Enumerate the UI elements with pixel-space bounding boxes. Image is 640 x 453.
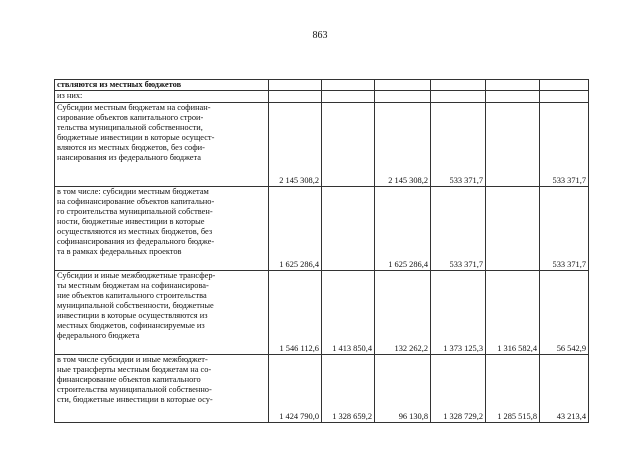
description-line: федерального бюджета (57, 331, 140, 340)
row-description (55, 187, 269, 271)
table-row (55, 91, 589, 103)
description-line: финансирование объектов капитального (57, 375, 201, 384)
row-description (55, 80, 269, 91)
table-row (55, 271, 589, 355)
row-description (55, 103, 269, 187)
description-line: ности, бюджетные инвестиции в которые (57, 217, 205, 226)
description-line: Субсидии местным бюджетам на софинан- (57, 103, 211, 112)
description-line: та в рамках федеральных проектов (57, 247, 182, 256)
value-cell: 1 373 125,3 (431, 271, 486, 355)
value-cell (375, 80, 431, 91)
value-cell: 533 371,7 (540, 187, 589, 271)
description-line: в том числе субсидии и иные межбюджет- (57, 355, 208, 364)
value-cell: 96 130,8 (375, 355, 431, 423)
description-line: в том числе: субсидии местным бюджетам (57, 187, 209, 196)
value-cell (269, 91, 322, 103)
description-line: софинансирования из федерального бюдже- (57, 237, 215, 246)
table-row (55, 355, 589, 423)
description-line: на софинансирование объектов капитально- (57, 197, 215, 206)
value-cell: 1 285 515,8 (486, 355, 540, 423)
value-cell: 533 371,7 (431, 103, 486, 187)
description-line: из них: (57, 91, 83, 100)
value-cell: 1 424 790,0 (269, 355, 322, 423)
description-line: Субсидии и иные межбюджетные трансфер- (57, 271, 216, 280)
row-description (55, 355, 269, 423)
description-line: ние объектов капитального строительства (57, 291, 207, 300)
table-row (55, 103, 589, 187)
value-cell (540, 80, 589, 91)
value-cell (431, 80, 486, 91)
description-line: сти, бюджетные инвестиции в которые осу- (57, 395, 213, 404)
table-body (55, 80, 589, 423)
value-cell (486, 103, 540, 187)
row-description (55, 91, 269, 103)
description-line: го строительства муниципальной собствен- (57, 207, 213, 216)
value-cell (322, 103, 375, 187)
value-cell: 1 328 659,2 (322, 355, 375, 423)
value-cell (322, 91, 375, 103)
value-cell (486, 91, 540, 103)
value-cell (375, 91, 431, 103)
description-line: инвестиции в которые осуществляются из (57, 311, 208, 320)
description-line: вляются из местных бюджетов, без софи- (57, 143, 205, 152)
table-row (55, 187, 589, 271)
value-cell: 1 316 582,4 (486, 271, 540, 355)
description-line: ствляются из местных бюджетов (57, 80, 182, 89)
description-line: муниципальной собственности, бюджетные (57, 301, 214, 310)
page-number: 863 (312, 30, 328, 41)
description-line: ты местным бюджетам на софинансирова- (57, 281, 209, 290)
value-cell (431, 91, 486, 103)
value-cell: 1 413 850,4 (322, 271, 375, 355)
description-line: сирование объектов капитального строи- (57, 113, 204, 122)
description-line: местных бюджетов, софинансируемые из (57, 321, 205, 330)
value-cell: 1 546 112,6 (269, 271, 322, 355)
description-line: строительства муниципальной собственно- (57, 385, 212, 394)
description-line: осуществляются из местных бюджетов, без (57, 227, 213, 236)
value-cell (322, 80, 375, 91)
row-description (55, 271, 269, 355)
description-line: бюджетные инвестиции в которые осущест- (57, 133, 215, 142)
value-cell: 56 542,9 (540, 271, 589, 355)
value-cell (540, 91, 589, 103)
value-cell (486, 187, 540, 271)
value-cell: 533 371,7 (540, 103, 589, 187)
value-cell: 533 371,7 (431, 187, 486, 271)
description-line: тельства муниципальной собственности, (57, 123, 203, 132)
budget-table (54, 79, 589, 423)
value-cell: 43 213,4 (540, 355, 589, 423)
value-cell: 1 625 286,4 (375, 187, 431, 271)
value-cell: 1 328 729,2 (431, 355, 486, 423)
value-cell (486, 80, 540, 91)
value-cell: 1 625 286,4 (269, 187, 322, 271)
description-line: нансирования из федерального бюджета (57, 153, 202, 162)
value-cell: 2 145 308,2 (375, 103, 431, 187)
value-cell: 2 145 308,2 (269, 103, 322, 187)
description-line: ные трансферты местным бюджетам на со- (57, 365, 212, 374)
table-row (55, 80, 589, 91)
value-cell: 132 262,2 (375, 271, 431, 355)
value-cell (269, 80, 322, 91)
value-cell (322, 187, 375, 271)
